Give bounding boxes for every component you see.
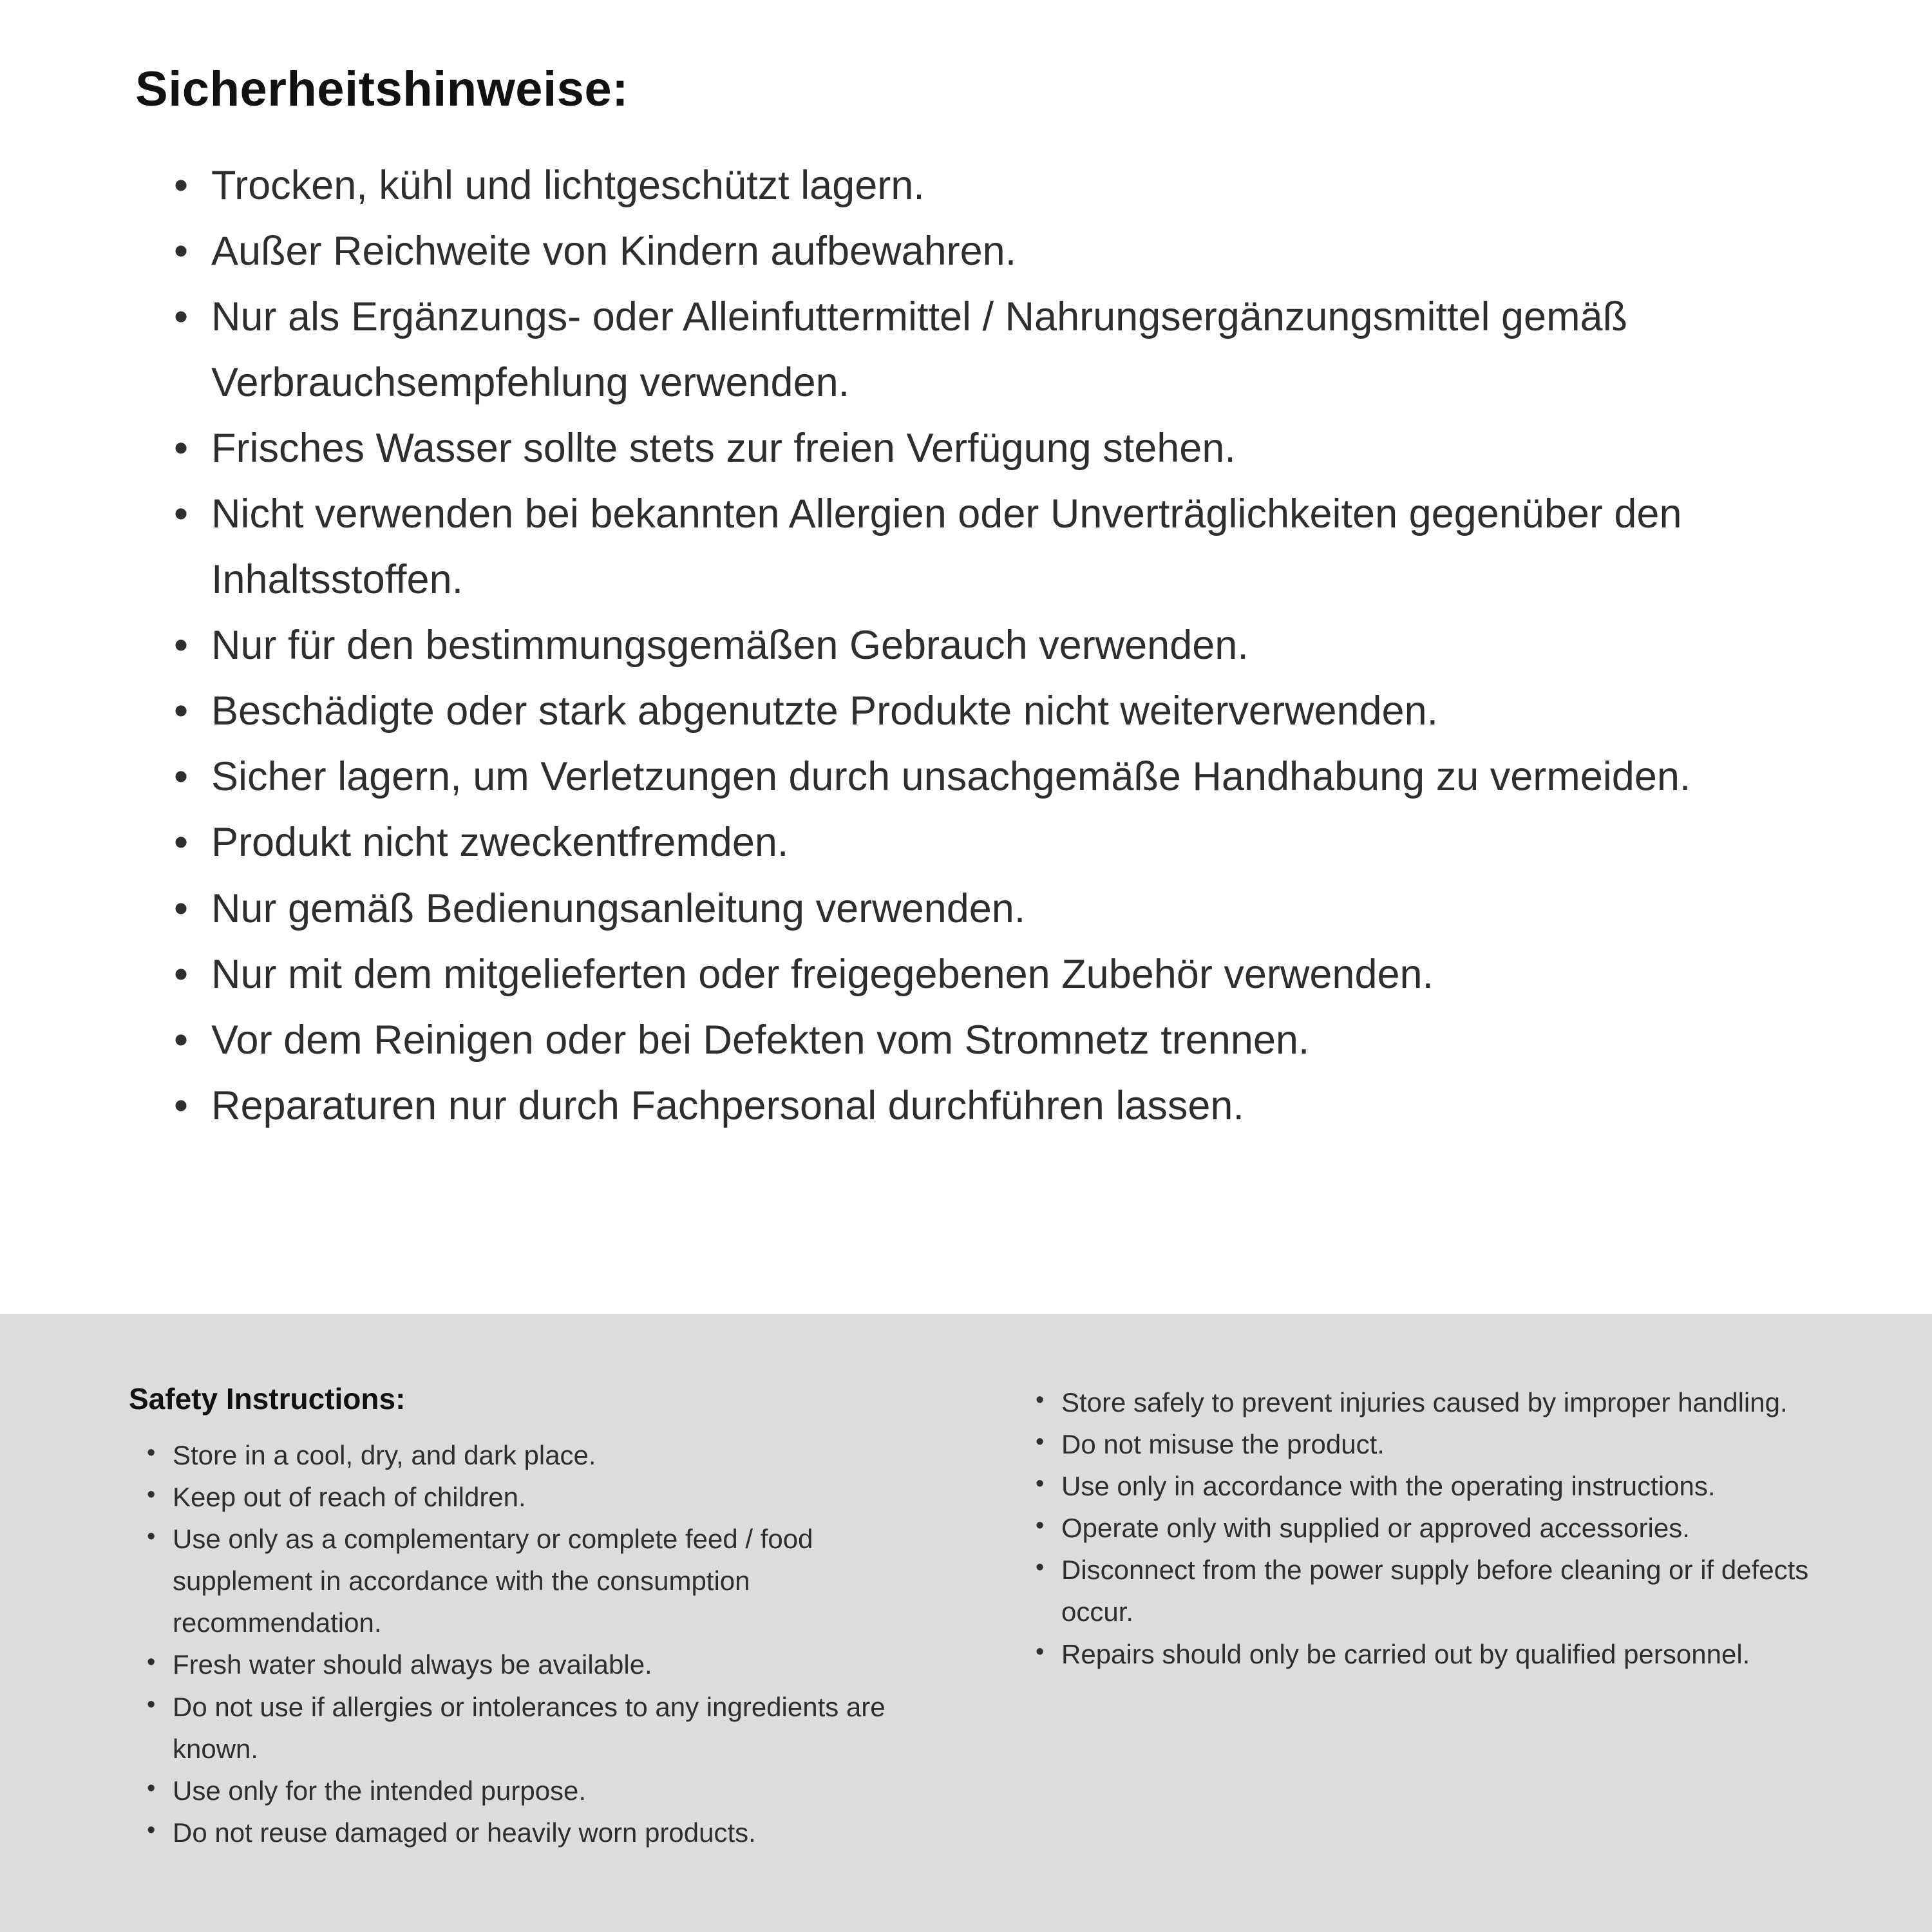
english-safety-item: • Use only in accordance with the operating instructions.	[1036, 1465, 1829, 1507]
english-safety-item: • Do not misuse the product.	[1036, 1423, 1829, 1465]
english-safety-list-left	[129, 1434, 940, 1853]
english-safety-item: • Use only as a complementary or complete feed / food supplement in accordance with the consumption recommendation.	[147, 1518, 940, 1643]
german-safety-item: • Sicher lagern, um Verletzungen durch unsachgemäße Handhabung zu vermeiden.	[174, 744, 1835, 810]
english-safety-item: • Fresh water should always be available.	[147, 1643, 940, 1685]
german-safety-item: • Nur als Ergänzungs- oder Alleinfuttermittel / Nahrungsergänzungsmittel gemäß Verbrauchsempfehlung verwenden.	[174, 284, 1835, 415]
english-safety-item: • Disconnect from the power supply before cleaning or if defects occur.	[1036, 1549, 1829, 1633]
german-safety-item: • Nur mit dem mitgelieferten oder freigegebenen Zubehör verwenden.	[174, 942, 1835, 1007]
german-safety-item: • Reparaturen nur durch Fachpersonal durchführen lassen.	[174, 1073, 1835, 1139]
german-safety-item: • Trocken, kühl und lichtgeschützt lagern.	[174, 153, 1835, 218]
german-safety-item: • Nicht verwenden bei bekannten Allergien oder Unverträglichkeiten gegenüber den Inhaltsstoffen.	[174, 481, 1835, 612]
english-safety-item: • Operate only with supplied or approved accessories.	[1036, 1507, 1829, 1549]
german-safety-item: • Beschädigte oder stark abgenutzte Produkte nicht weiterverwenden.	[174, 678, 1835, 744]
english-safety-item: • Keep out of reach of children.	[147, 1476, 940, 1518]
english-safety-section	[0, 1314, 1932, 1932]
english-safety-item: • Do not reuse damaged or heavily worn products.	[147, 1812, 940, 1853]
german-safety-item: • Nur für den bestimmungsgemäßen Gebrauch verwenden.	[174, 612, 1835, 678]
english-safety-item: • Store safely to prevent injuries caused by improper handling.	[1036, 1381, 1829, 1423]
english-safety-list-right	[1018, 1381, 1829, 1675]
german-section-title: Sicherheitshinweise:	[135, 62, 629, 117]
german-safety-list	[135, 153, 1835, 1139]
english-right-column	[1018, 1381, 1829, 1932]
english-safety-item: • Do not use if allergies or intolerances to any ingredients are known.	[147, 1686, 940, 1770]
german-safety-item: • Vor dem Reinigen oder bei Defekten vom Stromnetz trennen.	[174, 1007, 1835, 1073]
english-left-column	[129, 1381, 940, 1932]
english-section-title: Safety Instructions:	[129, 1382, 406, 1416]
english-safety-item: • Repairs should only be carried out by qualified personnel.	[1036, 1633, 1829, 1675]
german-safety-item: • Frisches Wasser sollte stets zur freien Verfügung stehen.	[174, 415, 1835, 481]
german-safety-item: • Außer Reichweite von Kindern aufbewahren.	[174, 218, 1835, 284]
english-safety-item: • Use only for the intended purpose.	[147, 1770, 940, 1812]
german-safety-item: • Produkt nicht zweckentfremden.	[174, 810, 1835, 875]
english-safety-item: • Store in a cool, dry, and dark place.	[147, 1434, 940, 1476]
german-safety-item: • Nur gemäß Bedienungsanleitung verwenden.	[174, 876, 1835, 942]
